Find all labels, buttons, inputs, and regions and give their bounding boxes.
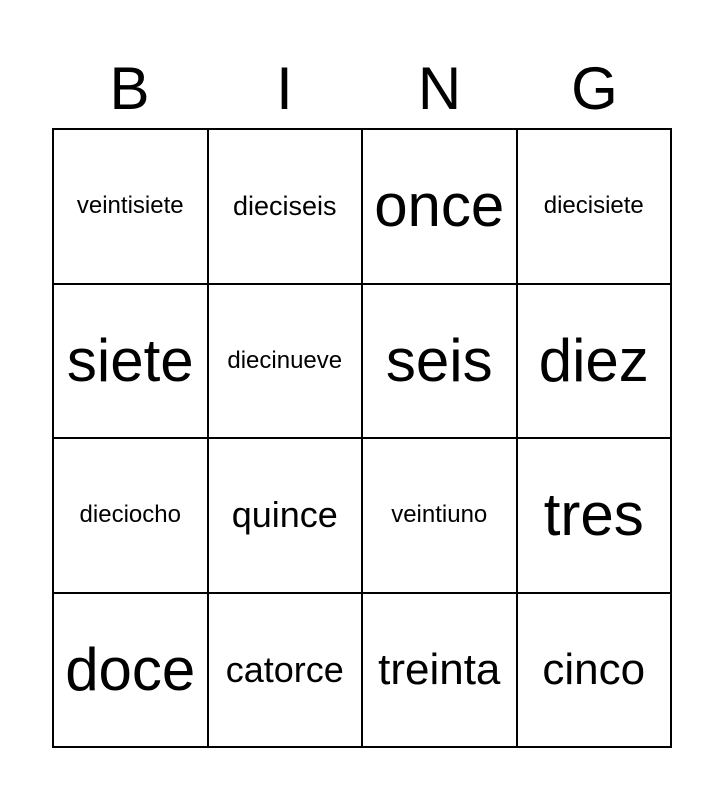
bingo-cell-r4-c2[interactable]: catorce — [209, 594, 364, 749]
header-letter-b: B — [109, 55, 150, 122]
bingo-cell-r3-c1[interactable]: dieciocho — [54, 439, 209, 594]
bingo-cell-r1-c3[interactable]: once — [363, 130, 518, 285]
bingo-cell-r4-c4[interactable]: cinco — [518, 594, 673, 749]
bingo-cell-r3-c2[interactable]: quince — [209, 439, 364, 594]
bingo-cell-r3-c4[interactable]: tres — [518, 439, 673, 594]
bingo-cell-r4-c3[interactable]: treinta — [363, 594, 518, 749]
bingo-cell-r1-c1[interactable]: veintisiete — [54, 130, 209, 285]
bingo-cell-r2-c2[interactable]: diecinueve — [209, 285, 364, 440]
bingo-board — [52, 128, 672, 748]
bingo-header — [52, 50, 672, 128]
bingo-cell-r2-c1[interactable]: siete — [54, 285, 209, 440]
header-letter-n: N — [417, 55, 462, 122]
bingo-cell-r2-c3[interactable]: seis — [363, 285, 518, 440]
bingo-cell-r3-c3[interactable]: veintiuno — [363, 439, 518, 594]
header-letter-i: I — [276, 55, 293, 122]
header-letter-g: G — [571, 55, 618, 122]
bingo-cell-r2-c4[interactable]: diez — [518, 285, 673, 440]
bingo-cell-r1-c4[interactable]: diecisiete — [518, 130, 673, 285]
bingo-cell-r1-c2[interactable]: dieciseis — [209, 130, 364, 285]
bingo-cell-r4-c1[interactable]: doce — [54, 594, 209, 749]
